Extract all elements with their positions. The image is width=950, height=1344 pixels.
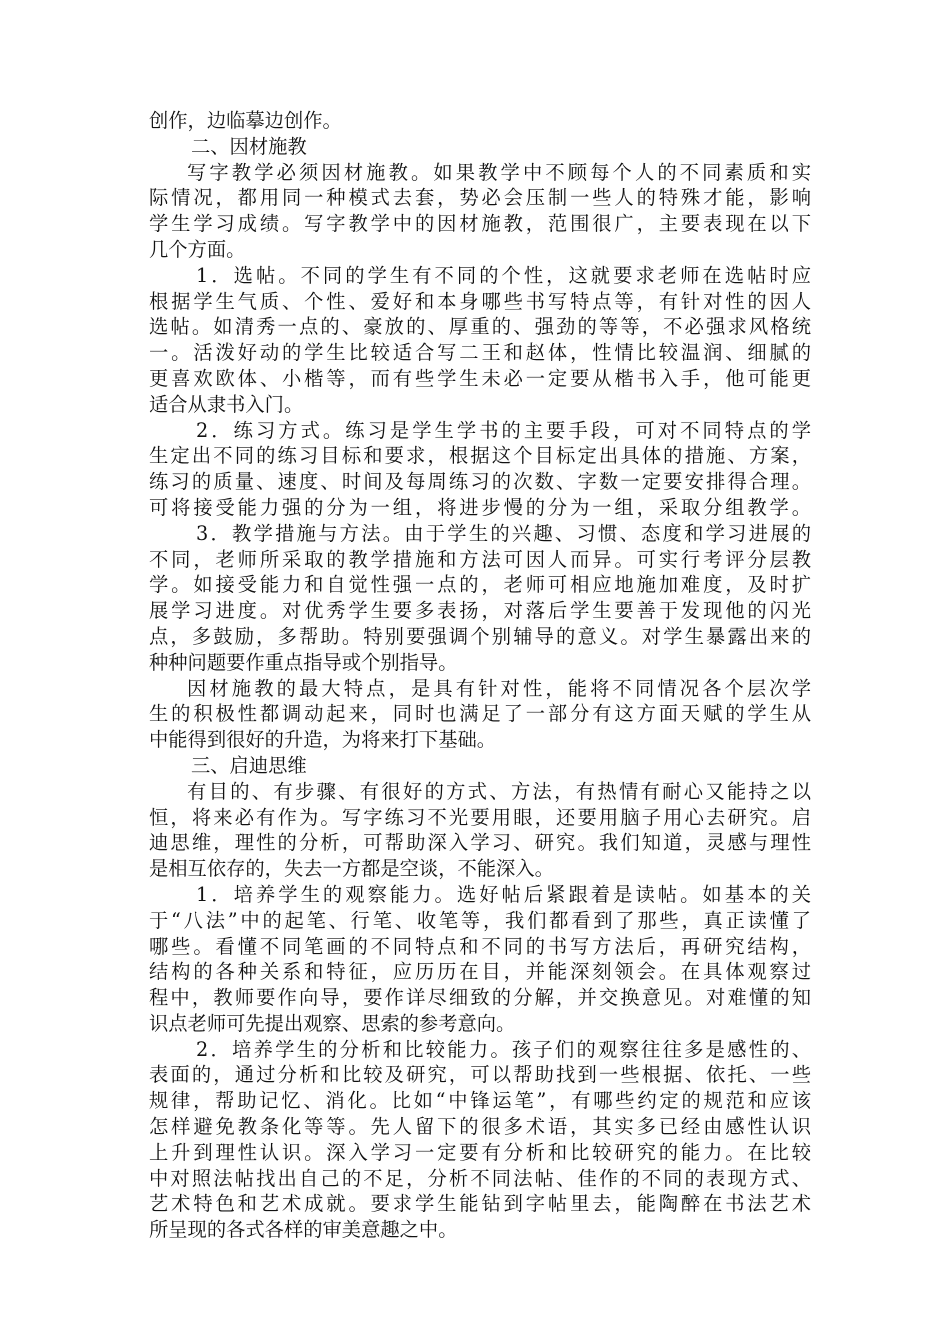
paragraph-line: 1．选帖。不同的学生有不同的个性，这就要求老师在选帖时应 [196, 263, 811, 287]
paragraph-line: 所呈现的各式各样的审美意趣之中。 [149, 1218, 458, 1242]
paragraph-line: 学。如接受能力和自觉性强一点的，老师可相应地施加难度，及时扩 [149, 573, 811, 597]
paragraph-line: 1．培养学生的观察能力。选好帖后紧跟着是读帖。如基本的关 [196, 882, 811, 906]
section-heading: 二、因材施教 [191, 134, 307, 158]
paragraph-line: 写字教学必须因材施教。如果教学中不顾每个人的不同素质和实 [187, 160, 811, 184]
paragraph-line: 中能得到很好的升造，为将来打下基础。 [149, 728, 497, 752]
paragraph-line: 学生学习成绩。写字教学中的因材施教，范围很广，主要表现在以下 [149, 212, 811, 236]
paragraph-line: 根据学生气质、个性、爱好和本身哪些书写特点等，有针对性的因人 [149, 289, 811, 313]
paragraph-line: 练习的质量、速度、时间及每周练习的次数、字数一定要安排得合理。 [149, 470, 811, 494]
paragraph-line: 中对照法帖找出自己的不足，分析不同法帖、佳作的不同的表现方式、 [149, 1166, 811, 1190]
paragraph-line: 是相互依存的，失去一方都是空谈，不能深入。 [149, 857, 554, 881]
paragraph-line: 表面的，通过分析和比较及研究，可以帮助找到一些根据、依托、一些 [149, 1063, 811, 1087]
paragraph-line: 结构的各种关系和特征，应历历在目，并能深刻领会。在具体观察过 [149, 960, 811, 984]
paragraph-line: 程中，教师要作向导，要作详尽细致的分解，并交换意见。对难懂的知 [149, 986, 811, 1010]
paragraph-line: 几个方面。 [149, 237, 246, 261]
paragraph-line: 生的积极性都调动起来，同时也满足了一部分有这方面天赋的学生从 [149, 702, 811, 726]
paragraph-line: 际情况，都用同一种模式去套，势必会压制一些人的特殊才能，影响 [149, 186, 811, 210]
paragraph-line: 恒，将来必有作为。写字练习不光要用眼，还要用脑子用心去研究。启 [149, 805, 811, 829]
paragraph-line: 2．培养学生的分析和比较能力。孩子们的观察往往多是感性的、 [196, 1037, 811, 1061]
paragraph-line: 适合从隶书入门。 [149, 392, 304, 416]
paragraph-line: 点，多鼓励，多帮助。特别要强调个别辅导的意义。对学生暴露出来的 [149, 624, 811, 648]
paragraph-line: 一。活泼好动的学生比较适合写二王和赵体，性情比较温润、细腻的 [149, 341, 811, 365]
paragraph-line: 怎样避免教条化等等。先人留下的很多术语，其实多已经由感性认识 [149, 1115, 811, 1139]
paragraph-line: 更喜欢欧体、小楷等，而有些学生未必一定要从楷书入手，他可能更 [149, 366, 811, 390]
paragraph-line: 种种问题要作重点指导或个别指导。 [149, 650, 458, 674]
paragraph-line: 因材施教的最大特点，是具有针对性，能将不同情况各个层次学 [187, 676, 811, 700]
paragraph-line: 可将接受能力强的分为一组，将进步慢的分为一组，采取分组教学。 [149, 495, 811, 519]
section-heading: 三、启迪思维 [191, 753, 307, 777]
paragraph-line: 2．练习方式。练习是学生学书的主要手段，可对不同特点的学 [196, 418, 811, 442]
paragraph-line: 有目的、有步骤、有很好的方式、方法，有热情有耐心又能持之以 [187, 779, 811, 803]
paragraph-line: 创作，边临摹边创作。 [149, 109, 342, 132]
paragraph-line: 上升到理性认识。深入学习一定要有分析和比较研究的能力。在比较 [149, 1140, 811, 1164]
paragraph-line: 不同，老师所采取的教学措施和方法可因人而异。可实行考评分层教 [149, 547, 811, 571]
paragraph-line: 规律，帮助记忆、消化。比如“中锋运笔”，有哪些约定的规范和应该 [149, 1089, 811, 1113]
document-body [149, 108, 811, 1243]
paragraph-line: 迪思维，理性的分析，可帮助深入学习、研究。我们知道，灵感与理性 [149, 831, 811, 855]
paragraph-line: 选帖。如清秀一点的、豪放的、厚重的、强劲的等等，不必强求风格统 [149, 315, 811, 339]
paragraph-line: 于“八法”中的起笔、行笔、收笔等，我们都看到了那些，真正读懂了 [149, 908, 811, 932]
paragraph-line: 展学习进度。对优秀学生要多表扬，对落后学生要善于发现他的闪光 [149, 599, 811, 623]
paragraph-line: 识点老师可先提出观察、思索的参考意向。 [149, 1011, 516, 1035]
paragraph-line: 3．教学措施与方法。由于学生的兴趣、习惯、态度和学习进展的 [196, 521, 811, 545]
paragraph-line: 哪些。看懂不同笔画的不同特点和不同的书写方法后，再研究结构， [149, 934, 811, 958]
paragraph-line: 生定出不同的练习目标和要求，根据这个目标定出具体的措施、方案， [149, 444, 811, 468]
paragraph-line: 艺术特色和艺术成就。要求学生能钻到字帖里去，能陶醉在书法艺术 [149, 1192, 811, 1216]
